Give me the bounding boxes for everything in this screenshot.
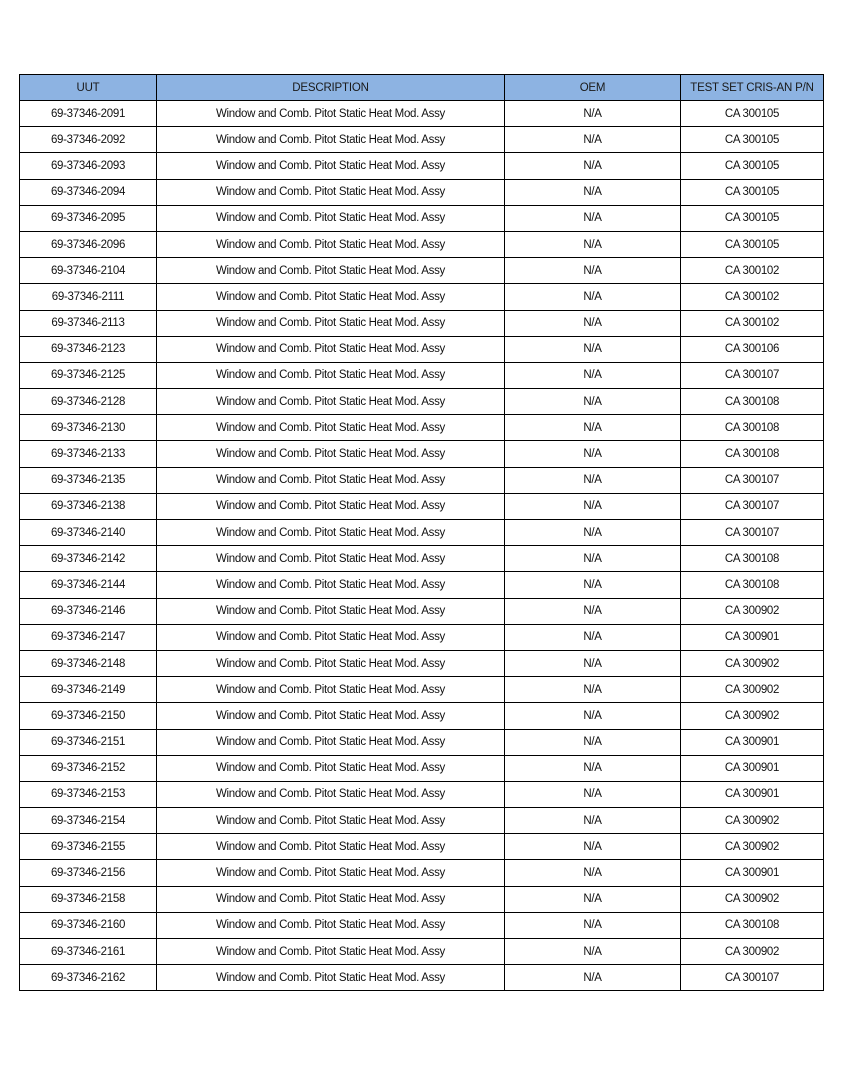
test-set-pn-cell: CA 300902 (681, 598, 824, 624)
table-row (20, 520, 824, 546)
description-cell: Window and Comb. Pitot Static Heat Mod. Assy (157, 965, 505, 991)
test-set-pn-cell: CA 300902 (681, 677, 824, 703)
test-set-pn-cell: CA 300108 (681, 572, 824, 598)
oem-cell: N/A (505, 441, 681, 467)
description-cell: Window and Comb. Pitot Static Heat Mod. Assy (157, 127, 505, 153)
parts-table (19, 74, 824, 991)
description-cell: Window and Comb. Pitot Static Heat Mod. Assy (157, 781, 505, 807)
description-cell: Window and Comb. Pitot Static Heat Mod. Assy (157, 520, 505, 546)
oem-cell: N/A (505, 258, 681, 284)
oem-cell: N/A (505, 546, 681, 572)
oem-cell: N/A (505, 284, 681, 310)
oem-cell: N/A (505, 729, 681, 755)
header-row (20, 75, 824, 101)
description-cell: Window and Comb. Pitot Static Heat Mod. Assy (157, 598, 505, 624)
description-cell: Window and Comb. Pitot Static Heat Mod. Assy (157, 179, 505, 205)
description-cell: Window and Comb. Pitot Static Heat Mod. Assy (157, 389, 505, 415)
oem-cell: N/A (505, 520, 681, 546)
test-set-pn-cell: CA 300108 (681, 441, 824, 467)
test-set-pn-cell: CA 300902 (681, 650, 824, 676)
uut-cell: 69-37346-2155 (20, 834, 157, 860)
header-test-set-pn: TEST SET CRIS-AN P/N (681, 75, 824, 101)
table-row (20, 205, 824, 231)
uut-cell: 69-37346-2146 (20, 598, 157, 624)
header-uut: UUT (20, 75, 157, 101)
description-cell: Window and Comb. Pitot Static Heat Mod. Assy (157, 860, 505, 886)
uut-cell: 69-37346-2125 (20, 362, 157, 388)
oem-cell: N/A (505, 101, 681, 127)
oem-cell: N/A (505, 389, 681, 415)
table-row (20, 127, 824, 153)
test-set-pn-cell: CA 300901 (681, 860, 824, 886)
oem-cell: N/A (505, 624, 681, 650)
description-cell: Window and Comb. Pitot Static Heat Mod. Assy (157, 546, 505, 572)
test-set-pn-cell: CA 300107 (681, 493, 824, 519)
table-row (20, 808, 824, 834)
uut-cell: 69-37346-2147 (20, 624, 157, 650)
table-row (20, 572, 824, 598)
uut-cell: 69-37346-2093 (20, 153, 157, 179)
test-set-pn-cell: CA 300902 (681, 834, 824, 860)
table-header (20, 75, 824, 101)
table-row (20, 310, 824, 336)
oem-cell: N/A (505, 912, 681, 938)
test-set-pn-cell: CA 300901 (681, 624, 824, 650)
description-cell: Window and Comb. Pitot Static Heat Mod. Assy (157, 650, 505, 676)
test-set-pn-cell: CA 300902 (681, 703, 824, 729)
table-body (20, 101, 824, 991)
uut-cell: 69-37346-2162 (20, 965, 157, 991)
table-row (20, 703, 824, 729)
table-row (20, 258, 824, 284)
table-row (20, 415, 824, 441)
test-set-pn-cell: CA 300902 (681, 808, 824, 834)
table-row (20, 677, 824, 703)
description-cell: Window and Comb. Pitot Static Heat Mod. Assy (157, 912, 505, 938)
test-set-pn-cell: CA 300102 (681, 310, 824, 336)
header-description: DESCRIPTION (157, 75, 505, 101)
uut-cell: 69-37346-2148 (20, 650, 157, 676)
uut-cell: 69-37346-2104 (20, 258, 157, 284)
uut-cell: 69-37346-2142 (20, 546, 157, 572)
description-cell: Window and Comb. Pitot Static Heat Mod. Assy (157, 677, 505, 703)
oem-cell: N/A (505, 834, 681, 860)
test-set-pn-cell: CA 300102 (681, 284, 824, 310)
table-row (20, 624, 824, 650)
description-cell: Window and Comb. Pitot Static Heat Mod. Assy (157, 834, 505, 860)
description-cell: Window and Comb. Pitot Static Heat Mod. Assy (157, 624, 505, 650)
oem-cell: N/A (505, 808, 681, 834)
description-cell: Window and Comb. Pitot Static Heat Mod. Assy (157, 284, 505, 310)
table-row (20, 284, 824, 310)
uut-cell: 69-37346-2123 (20, 336, 157, 362)
test-set-pn-cell: CA 300105 (681, 179, 824, 205)
description-cell: Window and Comb. Pitot Static Heat Mod. Assy (157, 205, 505, 231)
table-row (20, 965, 824, 991)
table-row (20, 650, 824, 676)
table-row (20, 441, 824, 467)
uut-cell: 69-37346-2135 (20, 467, 157, 493)
oem-cell: N/A (505, 467, 681, 493)
table-row (20, 939, 824, 965)
uut-cell: 69-37346-2130 (20, 415, 157, 441)
table-row (20, 153, 824, 179)
table-row (20, 860, 824, 886)
test-set-pn-cell: CA 300902 (681, 886, 824, 912)
table-row (20, 886, 824, 912)
uut-cell: 69-37346-2095 (20, 205, 157, 231)
table-row (20, 598, 824, 624)
description-cell: Window and Comb. Pitot Static Heat Mod. Assy (157, 336, 505, 362)
uut-cell: 69-37346-2144 (20, 572, 157, 598)
uut-cell: 69-37346-2156 (20, 860, 157, 886)
description-cell: Window and Comb. Pitot Static Heat Mod. Assy (157, 808, 505, 834)
table-row (20, 546, 824, 572)
table-row (20, 912, 824, 938)
oem-cell: N/A (505, 965, 681, 991)
uut-cell: 69-37346-2140 (20, 520, 157, 546)
table-row (20, 362, 824, 388)
oem-cell: N/A (505, 781, 681, 807)
description-cell: Window and Comb. Pitot Static Heat Mod. Assy (157, 441, 505, 467)
table-row (20, 729, 824, 755)
description-cell: Window and Comb. Pitot Static Heat Mod. Assy (157, 886, 505, 912)
table-row (20, 755, 824, 781)
uut-cell: 69-37346-2150 (20, 703, 157, 729)
oem-cell: N/A (505, 231, 681, 257)
uut-cell: 69-37346-2138 (20, 493, 157, 519)
table-row (20, 231, 824, 257)
uut-cell: 69-37346-2096 (20, 231, 157, 257)
oem-cell: N/A (505, 703, 681, 729)
description-cell: Window and Comb. Pitot Static Heat Mod. Assy (157, 153, 505, 179)
test-set-pn-cell: CA 300107 (681, 467, 824, 493)
table-row (20, 389, 824, 415)
uut-cell: 69-37346-2152 (20, 755, 157, 781)
uut-cell: 69-37346-2092 (20, 127, 157, 153)
oem-cell: N/A (505, 415, 681, 441)
test-set-pn-cell: CA 300106 (681, 336, 824, 362)
oem-cell: N/A (505, 598, 681, 624)
oem-cell: N/A (505, 886, 681, 912)
oem-cell: N/A (505, 310, 681, 336)
test-set-pn-cell: CA 300901 (681, 729, 824, 755)
test-set-pn-cell: CA 300105 (681, 101, 824, 127)
oem-cell: N/A (505, 650, 681, 676)
test-set-pn-cell: CA 300107 (681, 520, 824, 546)
oem-cell: N/A (505, 860, 681, 886)
uut-cell: 69-37346-2151 (20, 729, 157, 755)
uut-cell: 69-37346-2113 (20, 310, 157, 336)
description-cell: Window and Comb. Pitot Static Heat Mod. Assy (157, 939, 505, 965)
uut-cell: 69-37346-2161 (20, 939, 157, 965)
uut-cell: 69-37346-2158 (20, 886, 157, 912)
test-set-pn-cell: CA 300108 (681, 389, 824, 415)
oem-cell: N/A (505, 493, 681, 519)
uut-cell: 69-37346-2160 (20, 912, 157, 938)
test-set-pn-cell: CA 300107 (681, 362, 824, 388)
test-set-pn-cell: CA 300102 (681, 258, 824, 284)
oem-cell: N/A (505, 127, 681, 153)
description-cell: Window and Comb. Pitot Static Heat Mod. Assy (157, 572, 505, 598)
uut-cell: 69-37346-2153 (20, 781, 157, 807)
test-set-pn-cell: CA 300901 (681, 781, 824, 807)
table-row (20, 834, 824, 860)
description-cell: Window and Comb. Pitot Static Heat Mod. Assy (157, 231, 505, 257)
test-set-pn-cell: CA 300107 (681, 965, 824, 991)
uut-cell: 69-37346-2128 (20, 389, 157, 415)
description-cell: Window and Comb. Pitot Static Heat Mod. Assy (157, 729, 505, 755)
table-row (20, 336, 824, 362)
table-row (20, 179, 824, 205)
test-set-pn-cell: CA 300108 (681, 415, 824, 441)
uut-cell: 69-37346-2094 (20, 179, 157, 205)
table-row (20, 467, 824, 493)
table-row (20, 101, 824, 127)
description-cell: Window and Comb. Pitot Static Heat Mod. Assy (157, 362, 505, 388)
uut-cell: 69-37346-2091 (20, 101, 157, 127)
test-set-pn-cell: CA 300105 (681, 231, 824, 257)
test-set-pn-cell: CA 300902 (681, 939, 824, 965)
description-cell: Window and Comb. Pitot Static Heat Mod. Assy (157, 755, 505, 781)
description-cell: Window and Comb. Pitot Static Heat Mod. Assy (157, 467, 505, 493)
oem-cell: N/A (505, 205, 681, 231)
test-set-pn-cell: CA 300105 (681, 127, 824, 153)
test-set-pn-cell: CA 300105 (681, 205, 824, 231)
test-set-pn-cell: CA 300105 (681, 153, 824, 179)
oem-cell: N/A (505, 153, 681, 179)
oem-cell: N/A (505, 677, 681, 703)
oem-cell: N/A (505, 179, 681, 205)
table-row (20, 493, 824, 519)
oem-cell: N/A (505, 572, 681, 598)
test-set-pn-cell: CA 300108 (681, 546, 824, 572)
parts-table-container (19, 74, 823, 991)
description-cell: Window and Comb. Pitot Static Heat Mod. Assy (157, 415, 505, 441)
header-oem: OEM (505, 75, 681, 101)
description-cell: Window and Comb. Pitot Static Heat Mod. Assy (157, 310, 505, 336)
test-set-pn-cell: CA 300108 (681, 912, 824, 938)
description-cell: Window and Comb. Pitot Static Heat Mod. Assy (157, 493, 505, 519)
oem-cell: N/A (505, 362, 681, 388)
uut-cell: 69-37346-2154 (20, 808, 157, 834)
uut-cell: 69-37346-2111 (20, 284, 157, 310)
oem-cell: N/A (505, 336, 681, 362)
table-row (20, 781, 824, 807)
description-cell: Window and Comb. Pitot Static Heat Mod. Assy (157, 101, 505, 127)
uut-cell: 69-37346-2133 (20, 441, 157, 467)
test-set-pn-cell: CA 300901 (681, 755, 824, 781)
description-cell: Window and Comb. Pitot Static Heat Mod. Assy (157, 258, 505, 284)
uut-cell: 69-37346-2149 (20, 677, 157, 703)
description-cell: Window and Comb. Pitot Static Heat Mod. Assy (157, 703, 505, 729)
oem-cell: N/A (505, 755, 681, 781)
oem-cell: N/A (505, 939, 681, 965)
